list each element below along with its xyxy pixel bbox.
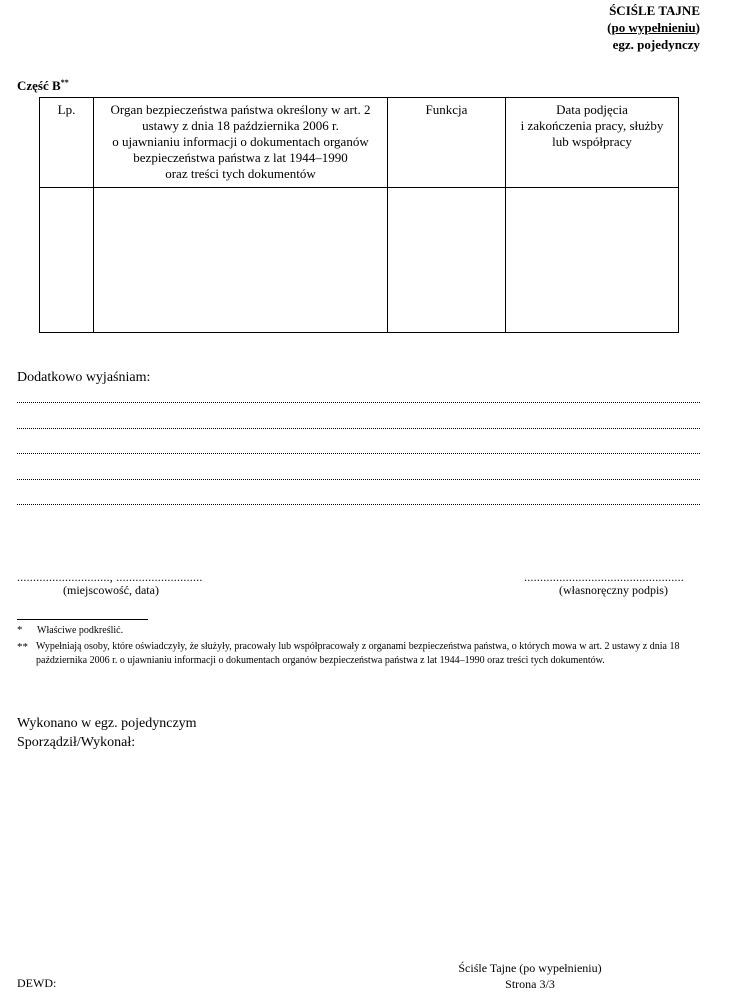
part-title: Część B**: [17, 78, 69, 93]
cell-dates[interactable]: [506, 188, 679, 333]
copies-note: Wykonano w egz. pojedynczym: [17, 716, 197, 731]
footer-classification: Ściśle Tajne (po wypełnieniu): [458, 961, 602, 975]
cell-lp[interactable]: [40, 188, 94, 333]
place-date-caption: (miejscowość, data): [63, 583, 159, 597]
header-function: Funkcja: [388, 98, 506, 188]
footnote-divider: [17, 619, 148, 620]
explanation-line[interactable]: [17, 479, 700, 480]
cell-organ[interactable]: [94, 188, 388, 333]
prepared-by-label: Sporządził/Wykonał:: [17, 735, 136, 750]
explanation-line[interactable]: [17, 428, 700, 429]
table-row: [40, 188, 679, 333]
footnote-2: ** Wypełniają osoby, które oświadczyły, że służyły, pracowały lub współpracowały z organami bezpieczeństwa państwa, o których mowa w art. 2 ustawy z dnia 18 października 2006 r. o ujawnianiu informacji o dokumentach organów bezpieczeństwa państwa z lat 1944–1990 oraz treści tych dokumentów.: [17, 641, 680, 666]
copy-note: egz. pojedynczy: [612, 37, 700, 52]
classification-header: [607, 2, 700, 53]
table-header-row: [40, 98, 679, 188]
dewd-label: DEWD:: [17, 976, 57, 990]
explanation-line[interactable]: [17, 453, 700, 454]
header-lp: Lp.: [40, 98, 94, 188]
explanation-line[interactable]: [17, 504, 700, 505]
security-organs-table: [39, 97, 679, 333]
explanation-label: Dodatkowo wyjaśniam:: [17, 370, 151, 385]
signature-field[interactable]: ..................................................: [524, 570, 684, 584]
place-date-field[interactable]: ............................., ...........................: [17, 570, 203, 584]
explanation-line[interactable]: [17, 402, 700, 403]
footnote-1: * Właściwe podkreślić.: [17, 624, 124, 636]
page-number: Strona 3/3: [505, 977, 555, 991]
header-organ: Organ bezpieczeństwa państwa określony w art. 2 ustawy z dnia 18 października 2006 r. o ujawnianiu informacji o dokumentach organów bezpieczeństwa państwa z lat 1944–1990 oraz treści tych dokumentów: [94, 98, 388, 188]
classification-condition: (po wypełnieniu): [607, 20, 700, 35]
cell-function[interactable]: [388, 188, 506, 333]
header-dates: Data podjęcia i zakończenia pracy, służby lub współpracy: [506, 98, 679, 188]
classification-level: ŚCIŚLE TAJNE: [609, 3, 700, 18]
signature-caption: (własnoręczny podpis): [559, 583, 668, 597]
footnote-marker: **: [60, 78, 69, 87]
page-footer: [430, 960, 630, 992]
